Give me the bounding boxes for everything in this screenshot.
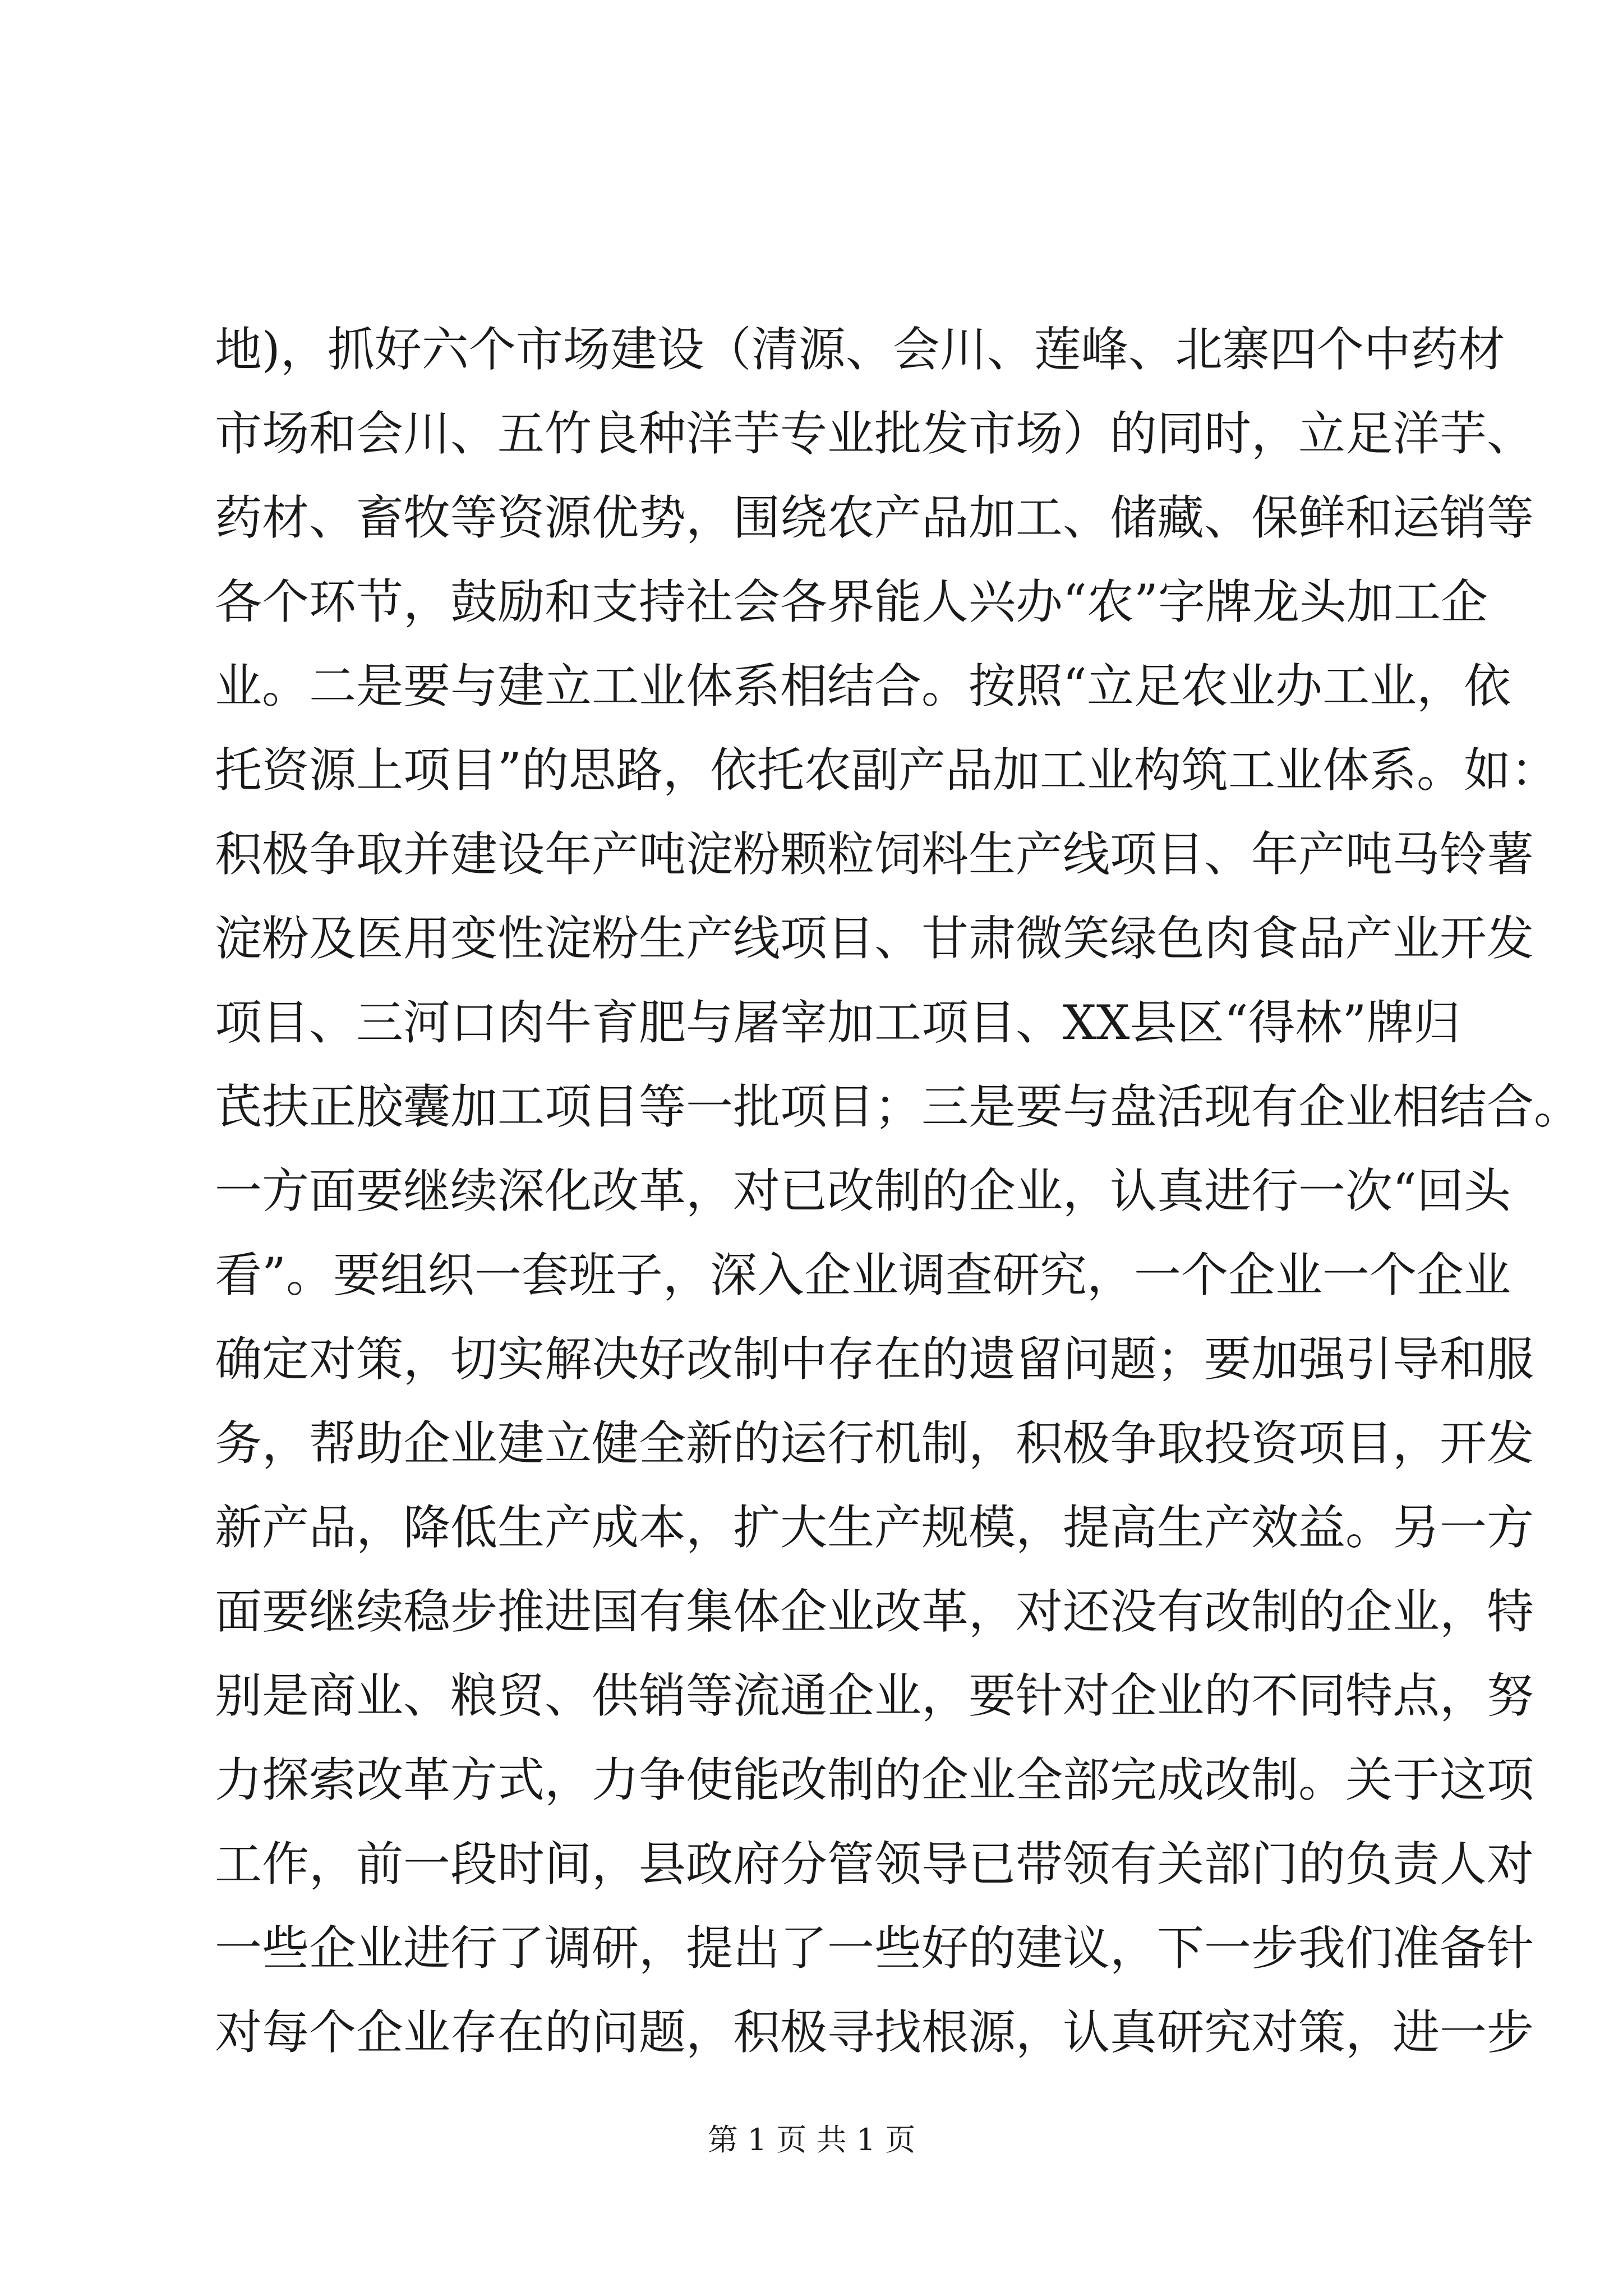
text-line: 项目、三河口肉牛育肥与屠宰加工项目、XX县区“得林”牌归 — [215, 995, 1461, 1050]
text-line: 工作，前一段时间，县政府分管领导已带领有关部门的负责人对 — [215, 1837, 1534, 1892]
text-line: 确定对策，切实解决好改制中存在的遗留问题；要加强引导和服 — [215, 1332, 1534, 1387]
text-line: 芪扶正胶囊加工项目等一批项目；三是要与盘活现有企业相结合。 — [215, 1079, 1581, 1134]
text-line: 力探索改革方式，力争使能改制的企业全部完成改制。关于这项 — [215, 1752, 1534, 1807]
text-line: 业。二是要与建立工业体系相结合。按照“立足农业办工业，依 — [215, 659, 1511, 714]
text-line: 地)，抓好六个市场建设（清源、会川、莲峰、北寨四个中药材 — [215, 322, 1505, 377]
text-line: 托资源上项目”的思路，依托农副产品加工业构筑工业体系。如： — [215, 743, 1558, 798]
text-line: 各个环节，鼓励和支持社会各界能人兴办“农”字牌龙头加工企 — [215, 574, 1488, 629]
text-line: 新产品，降低生产成本，扩大生产规模，提高生产效益。另一方 — [215, 1500, 1534, 1555]
text-line: 积极争取并建设年产吨淀粉颗粒饲料生产线项目、年产吨马铃薯 — [215, 827, 1534, 882]
page-footer: 第 1 页 共 1 页 — [707, 2122, 916, 2157]
text-line: 一些企业进行了调研，提出了一些好的建议，下一步我们准备针 — [215, 1921, 1534, 1976]
text-line: 别是商业、粮贸、供销等流通企业，要针对企业的不同特点，努 — [215, 1668, 1534, 1723]
text-line: 淀粉及医用变性淀粉生产线项目、甘肃微笑绿色肉食品产业开发 — [215, 911, 1534, 966]
text-line: 药材、畜牧等资源优势，围绕农产品加工、储藏、保鲜和运销等 — [215, 490, 1534, 545]
text-line: 务，帮助企业建立健全新的运行机制，积极争取投资项目，开发 — [215, 1416, 1534, 1471]
text-line: 市场和会川、五竹良种洋芋专业批发市场）的同时，立足洋芋、 — [215, 406, 1534, 461]
text-line: 对每个企业存在的问题，积极寻找根源，认真研究对策，进一步 — [215, 2005, 1534, 2060]
text-line: 一方面要继续深化改革，对已改制的企业，认真进行一次“回头 — [215, 1163, 1511, 1218]
text-line: 面要继续稳步推进国有集体企业改革，对还没有改制的企业，特 — [215, 1584, 1534, 1639]
text-line: 看”。要组织一套班子，深入企业调查研究，一个企业一个企业 — [215, 1248, 1511, 1303]
